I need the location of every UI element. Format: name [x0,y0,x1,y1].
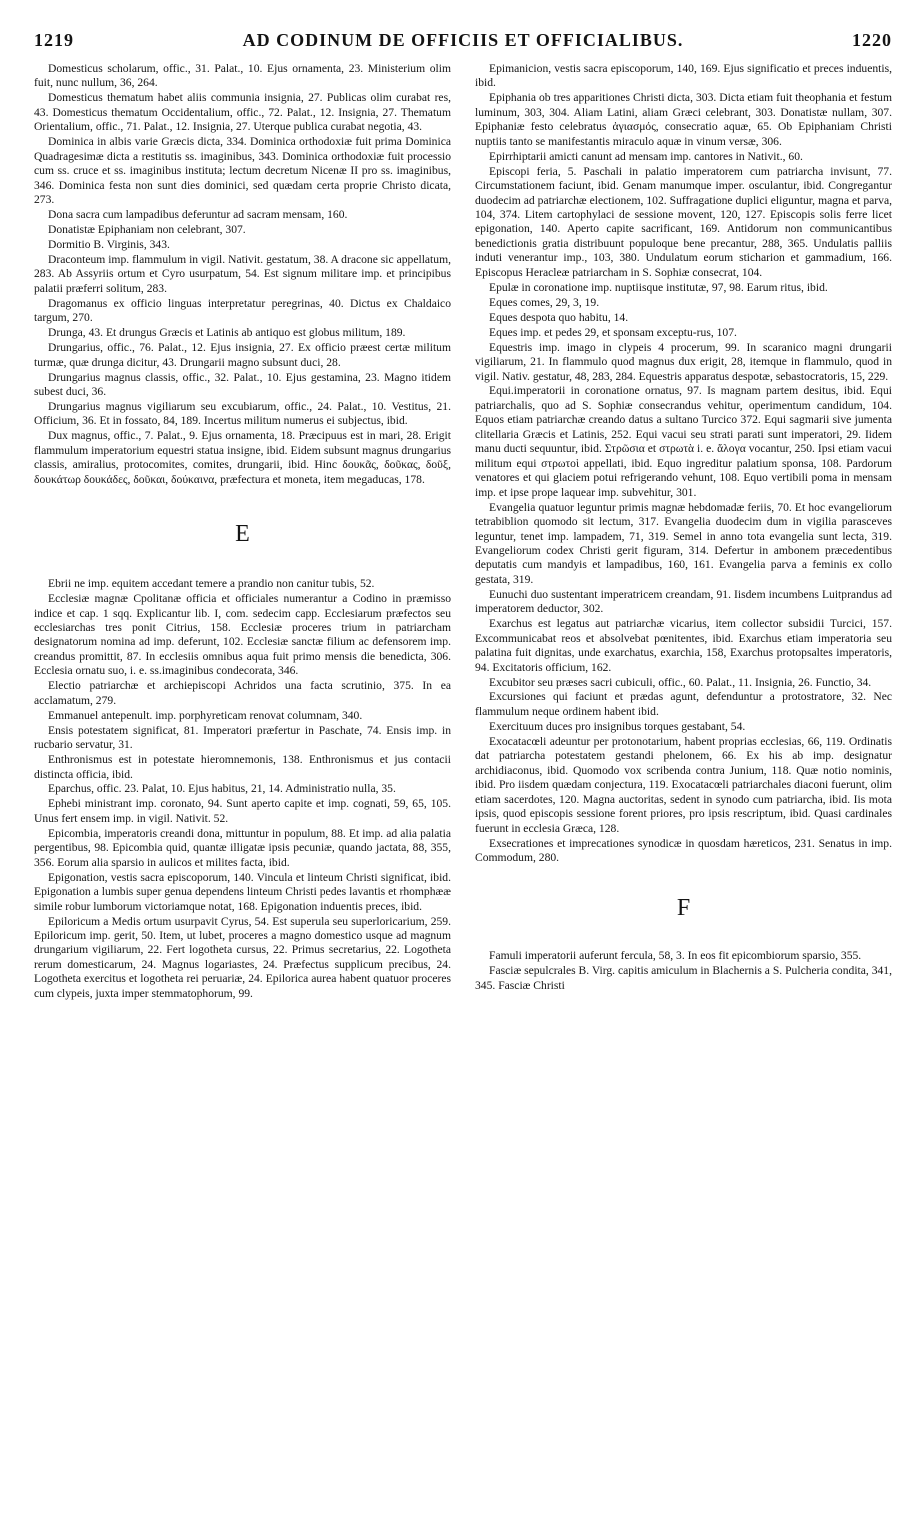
index-entry: Drungarius, offic., 76. Palat., 12. Ejus insignia, 27. Ex officio præest certæ militum turmæ, quæ drunga dicitur, 43. Drungarii magno subsunt duci, 28. [34,341,451,369]
index-entry: Epigonation, vestis sacra episcoporum, 140. Vincula et linteum Christi significat, ibid. Epigonation a lumbis super genua dependens linteum Christi pedes lavantis et rhomphææ simile robur lumborum victoriamque notat, 168. Epigonation induentis preces, ibid. [34,870,451,913]
index-entry: Ensis potestatem significat, 81. Imperatori præfertur in Paschate, 74. Ensis imp. in rucbario servatur, 31. [34,723,451,752]
index-entry: Eques imp. et pedes 29, et sponsam exceptu-rus, 107. [489,325,737,339]
index-entry: Exarchus est legatus aut patriarchæ vicarius, item collector subsidii Turcici, 157. Excommunicabat reos et absolvebat pœnitentes, ibid. Exarchus etiam imperatoria seu palatina fuit dignitas, unde exarchatus, exarchia, 158, Exarchus protopsaltes imperatoris, 94. Excitatoris officium, 162. [475,617,892,674]
index-entry: Drunga, 43. Et drungus Græcis et Latinis ab antiquo est globus militum, 189. [48,326,406,340]
index-entry: Domesticus scholarum, offic., 31. Palat., 10. Ejus ornamenta, 23. Ministerium olim fuit, nunc nullum, 36, 264. [34,62,451,90]
index-entry: Fasciæ sepulcrales B. Virg. capitis amiculum in Blachernis a S. Pulcheria condita, 341, 345. Fasciæ Christi [475,964,892,992]
running-title: AD CODINUM DE OFFICIIS ET OFFICIALIBUS. [242,30,684,50]
index-entry: Equestris imp. imago in clypeis 4 procerum, 99. In scaranico magni drungarii vigiliarum, 21. In flammulo quod magnus dux erigit, 28, itemque in flammulo, quod in vigil. Nativ. gestatur, 48, 283, 284. Equestris apparatus despotæ, sebastocratoris, 15, 229. [475,340,892,383]
index-entry: Episcopi feria, 5. Paschali in palatio imperatorem cum patriarcha invisunt, 77. Circumstationem faciunt, ibid. Genam manumque imper. osculantur, ibid. Congregantur duodecim ad patriarchæ electionem, 102. Suffragatione duplici eliguntur, magna et parva, 104, 374. Litem cartophylaci de sessione movent, 120, 127. Episcopis solis ferre licet epigonation, 140. Aperto capite sacrificant, 169. Antidorum non communicantibus benedictionis gratia distribuunt populoque bene precantur, 288, 365. Undulatis palliis induti venerantur imp., 103, 380. Undulatum eorum sticharion et gammadium, 166. Episcopus Heracleæ patriarcham in S. Sophiæ consecrat, 104. [475,164,892,279]
two-column-body [34,62,892,1002]
index-entry: Epiloricum a Medis ortum usurpavit Cyrus, 54. Est superula seu superloricarium, 259. Epiloricum imp. gerit, 50. Item, ut lubet, proceres a magno domestico usque ad magnum drungarium vigiliarum, 22. Fert logotheta cursus, 22. Primus secretarius, 22. Logotheta rerum domesticarum, 24. Magnus logariastes, 24. Præfectus supplicum precibus, 24. Logotheta exercitus et logotheta rei peruariæ, 24. Epilorica aurea habent quatuor proceres cum clypeis, juxta imper stemmatophorum, 99. [34,914,451,1000]
index-entry: Excubitor seu præses sacri cubiculi, offic., 60. Palat., 11. Insignia, 26. Functio, 34. [489,675,872,689]
index-entry: Enthronismus est in potestate hieromnemonis, 138. Enthronismus et jus contacii distincta officia, ibid. [34,753,451,781]
index-entry: Eparchus, offic. 23. Palat, 10. Ejus habitus, 21, 14. Administratio nulla, 35. [48,782,396,796]
index-entry: Exercituum duces pro insignibus torques gestabant, 54. [489,719,746,733]
right-entries-e [475,62,892,865]
index-entry: Donatistæ Epiphaniam non celebrant, 307. [48,222,246,236]
right-entries-f [475,949,892,993]
index-entry: Eunuchi duo sustentant imperatricem creandam, 91. Iisdem incumbens Luitprandus ad imperatorem deductor, 302. [475,587,892,616]
index-entry: Dominica in albis varie Græcis dicta, 334. Dominica orthodoxiæ fuit prima Dominica Quadragesimæ dicta a restitutis ss. imaginibus, 343. Dominica orthodoxiæ fuit processio cum ss. cruce et ss. imaginibus instituta; lectum decretum Nicenæ II pro ss. imaginibus, 346. Dominica festa non sunt dies dominici, sed quædam certa proprie Christo dicata, 273. [34,135,451,207]
index-entry: Eques despota quo habitu, 14. [489,310,629,324]
left-entries-e [34,577,451,1001]
page-number-right: 1220 [852,30,892,50]
section-letter-f: F [676,895,691,922]
index-entry: Dormitio B. Virginis, 343. [48,237,170,251]
index-entry: Dona sacra cum lampadibus deferuntur ad sacram mensam, 160. [48,208,348,222]
index-entry: Draconteum imp. flammulum in vigil. Nativit. gestatum, 38. A dracone sic appellatum, 283. Ab Assyriis ortum et Cyro usurpatum, 54. Est signum militare imp. et principibus palatii præferri solitum, 283. [34,252,451,295]
index-entry: Drungarius magnus classis, offic., 32. Palat., 10. Ejus gestamina, 23. Magno itidem subest duci, 36. [34,370,451,398]
right-column [475,62,892,1002]
page-number-left: 1219 [34,30,74,50]
index-entry: Epiphania ob tres apparitiones Christi dicta, 303. Dicta etiam fuit theophania et festum luminum, 303, 304. Aliam Latini, aliam Græci celebrant, 303. Donatistæ nullam, 307. Epiphaniæ festo celebratus ἁγιασμός, consecratio aquæ, 65. Ob Epiphaniam Christi nuptiis tanto se manifestantis miraculo aquæ in vinum versæ, 306. [475,91,892,148]
index-entry: Ecclesiæ magnæ Cpolitanæ officia et officiales numerantur a Codino in præmisso indice et cap. 1 sqq. Explicantur lib. I, com. sedecim capp. Ecclesiarum præfectos seu ecclesiarchas tres ponit Citrius, 158. Ecclesiæ proceres trium in patriarcham designatorum nomina ad imp. deferunt, 102. Ecclesiæ sanctæ filium ac defensorem imp. creandus promittit, 87. In ecclesiis omnibus aqua fuit primo mensis die benedicta, 306. Ecclesia ornatu suo, i. e. ss.imaginibus condecorata, 346. [34,592,451,678]
section-letter-e: E [235,521,250,548]
left-column [34,62,451,1002]
index-entry: Electio patriarchæ et archiepiscopi Achridos una facta scrutinio, 375. In ea acclamatum, 279. [34,679,451,707]
index-entry: Evangelia quatuor leguntur primis magnæ hebdomadæ feriis, 70. Et hoc evangeliorum tetrabiblion quomodo sit lectum, 317. Evangelia duodecim dum in vigilia parasceves leguntur, tenet imp. lampadem, 71, 319. Semel in anno tota evangelia sunt lecta, 319. Evangeliorum codex Christi gerit figuram, 314. Defertur in ambonem præcedentibus deputatis cum mandyis et lampadibus, 160, 161. Evangelia parva a feminis ex collo gestata, 319. [475,500,892,586]
index-entry: Emmanuel antepenult. imp. porphyreticam renovat columnam, 340. [48,708,363,722]
index-entry: Exocatacœli adeuntur per protonotarium, habent proprias ecclesias, 66, 119. Ordinatis dat patriarcha potestatem gestandi phelonem, 66. Ex his ab imp. designatur archidiaconus, ibid. Quomodo vox scribenda contra Junium, 118. Quæ notio nominis, ibid. Pro iisdem quædam conjectura, 119. Exocatacœli patriarchales diaconi fuerunt, olim etiam sacerdotes, 120. Magna auctoritas, sedent in synodo cum patriarcha, ibid. Iis mota ipsis, quod episcopis sessione forent priores, pro ipsis rescriptum, ibid. Quasi cardinales fuerunt in ecclesia Græca, 128. [475,734,892,835]
index-entry: Domesticus thematum habet aliis communia insignia, 27. Publicas olim curabat res, 43. Domesticus thematum Occidentalium, offic., 72. Palat., 12. Insignia, 27. Thematum Orientalium, offic., 71. Palat., 12. Insignia, 27. Uterque publica curabat negotia, 43. [34,91,451,134]
index-entry: Exsecrationes et imprecationes synodicæ in quosdam hæreticos, 231. Senatus in imp. Commodum, 280. [475,836,892,864]
index-entry: Epicombia, imperatoris creandi dona, mittuntur in populum, 88. Et imp. ad alia palatia pergentibus, 98. Epicombia quid, quantæ illigatæ ipsis pecuniæ, quando jactata, 88, 355, 356. Eorum alia sparsio in aulicos et milites facta, ibid. [34,826,451,869]
index-entry: Epulæ in coronatione imp. nuptiisque institutæ, 97, 98. Earum ritus, ibid. [489,280,828,294]
index-entry: Eques comes, 29, 3, 19. [489,295,600,309]
index-entry: Ebrii ne imp. equitem accedant temere a prandio non canitur tubis, 52. [48,577,375,591]
index-entry: Dux magnus, offic., 7. Palat., 9. Ejus ornamenta, 18. Præcipuus est in mari, 28. Erigit flammulum imperatorium equestri statua insigne, ibid. Eidem subsunt magnus drungarius classis, amiralius, protocomites, comites, drungarii, ibid. Hinc δουκᾶς, δοῦκας, δοῦξ, δουκάτωρ δουκάδες, δοῦκαι, δούκαινα, præfectura et moneta, item megaducas, 178. [34,429,451,486]
index-entry: Ephebi ministrant imp. coronato, 94. Sunt aperto capite et imp. cognati, 59, 65, 105. Unus fert ensem imp. in vigil. Nativit. 52. [34,797,451,825]
index-entry: Equi.imperatorii in coronatione ornatus, 97. Is magnam partem desitus, ibid. Equi patriarchalis, quo ad S. Sophiæ consecrandus vehitur, operimentum candidum, 104. Equos etiam patriarchæ creando datus a sultano Turcico 372. Equi sagmarii sive jumenta clitellaria Græcis et Latinis, 252. Equi vacui seu strati parati sunt imperatori, 29. Iidem manu ducti sequuntur, ibid. Στρῶσια et στρωτὰ i. e. ἄλογα vocantur, 250. Ipsi etiam vacui militum equi στρωτοὶ appellati, ibid. Equo ingreditur palatium sponsa, 108. Pardorum venatores et qui glaciem potui refrigerando vehunt, 108. Equo vertibili poma in mensam imp. et ipse prope laquear imp. subvehitur, 301. [475,384,892,499]
left-entries-d [34,62,451,487]
index-entry: Dragomanus ex officio linguas interpretatur peregrinas, 40. Dictus ex Chaldaico targum, 270. [34,296,451,325]
index-entry: Drungarius magnus vigiliarum seu excubiarum, offic., 24. Palat., 10. Vestitus, 21. Officium, 36. Et in fossato, 84, 189. Incertus militum numerus ei subjectus, ibid. [34,399,451,428]
running-head [34,30,892,60]
index-entry: Epirrhiptarii amicti canunt ad mensam imp. cantores in Nativit., 60. [489,149,803,163]
index-entry: Epimanicion, vestis sacra episcoporum, 140, 169. Ejus significatio et preces induentis, ibid. [475,62,892,90]
index-entry: Excursiones qui faciunt et prædas agunt, defenduntur a protostratore, 32. Nec flammulum neque ordinem habent ibid. [475,690,892,718]
index-entry: Famuli imperatorii auferunt fercula, 58, 3. In eos fit epicombiorum sparsio, 355. [489,949,862,963]
